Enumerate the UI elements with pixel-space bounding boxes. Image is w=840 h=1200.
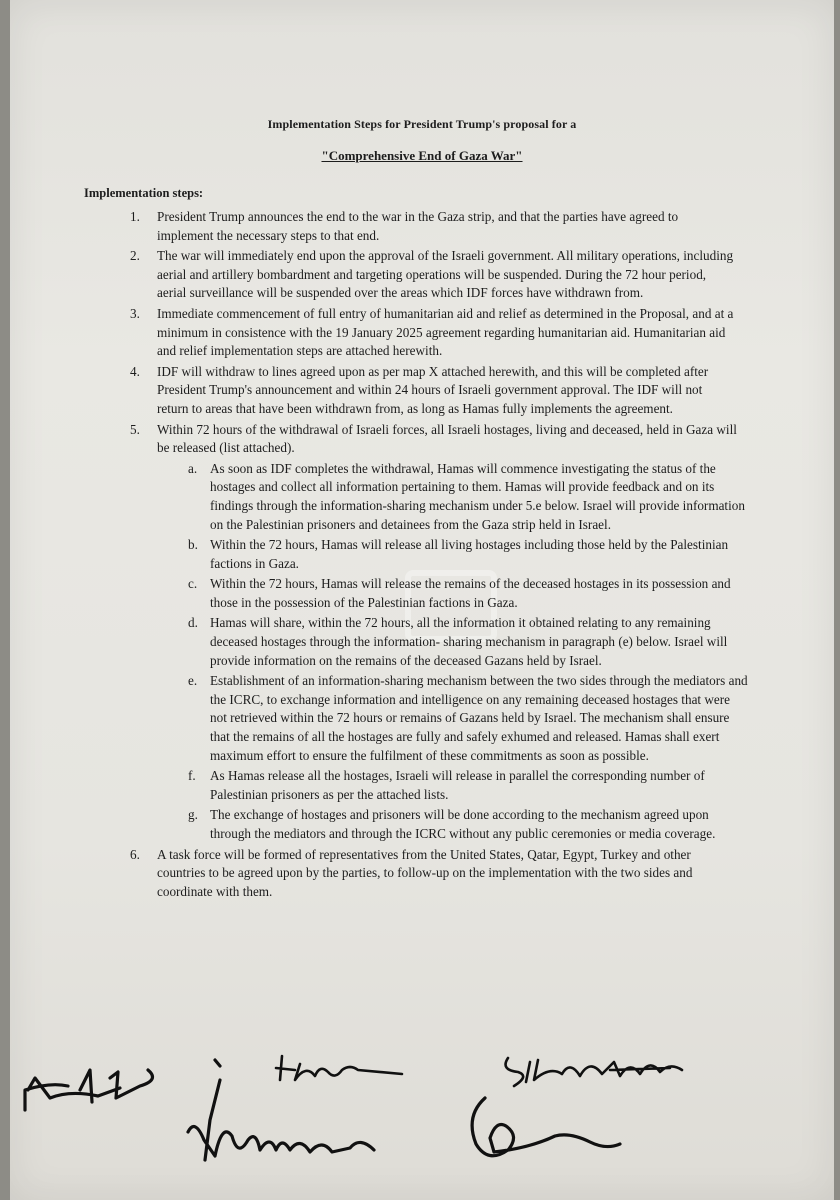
- step-text: A task force will be formed of representatives from the United States, Qatar, Egypt, Turkey and other countries to be agreed upon by the parties, to follow-up on the implementation with the two sides and coordinate with them.: [157, 846, 693, 899]
- section-heading: Implementation steps:: [84, 186, 204, 200]
- substep-letter: a.: [188, 460, 198, 476]
- substep-d: [10, 614, 750, 670]
- step-number: 3.: [130, 305, 140, 321]
- signature-1: [25, 1070, 153, 1110]
- substep-b: [10, 536, 750, 573]
- substep-text: Hamas will share, within the 72 hours, all the information it obtained relating to any remaining deceased hostages through the information- sharing mechanism in paragraph (e) below. Israel will provide information on the remains of the deceased Gazans held by Israel.: [210, 615, 728, 668]
- signature-4: [506, 1058, 682, 1086]
- substep-letter: e.: [188, 673, 198, 689]
- step-4: [10, 363, 737, 419]
- substep-letter: c.: [188, 576, 198, 592]
- substep-text: As Hamas release all the hostages, Israeli will release in parallel the corresponding number of Palestinian prisoners as per the attached lists.: [210, 768, 705, 802]
- substep-text: Establishment of an information-sharing mechanism between the two sides through the mediators and the ICRC, to exchange information and intelligence on any remaining deceased hostages that were not retrieved within the 72 hours or remains of Gazans held by Israel. The mechanism shall ensure that the remains of all the hostages are fully and safely exhumed and released. Hamas shall exert maximum effort to ensure the fulfilment of these commitments as soon as possible.: [210, 673, 748, 763]
- step-number: 5.: [130, 421, 140, 437]
- step-text: Immediate commencement of full entry of humanitarian aid and relief as determined in the Proposal, and at a minimum in consistence with the 19 January 2025 agreement regarding humanitarian aid. Humanitarian aid and relief implementation steps are attached herewith.: [157, 305, 734, 359]
- step-2: [10, 247, 737, 303]
- signature-5: [472, 1098, 620, 1156]
- steps-list: [10, 208, 834, 903]
- step-3: [10, 305, 737, 361]
- substep-g: [10, 806, 750, 843]
- step-6: [10, 846, 737, 902]
- step-number: 1.: [130, 209, 140, 224]
- step-text: IDF will withdraw to lines agreed upon as per map X attached herewith, and this will be completed after President Trump's announcement and within 24 hours of Israeli government approval. The IDF will not return to areas that have been withdrawn from, as long as Hamas fully implements the agreement.: [157, 363, 709, 416]
- step-5: [10, 421, 737, 458]
- signature-3: [276, 1056, 402, 1080]
- step-text: Within 72 hours of the withdrawal of Israeli forces, all Israeli hostages, living and deceased, held in Gaza will be released (list attached).: [157, 421, 737, 456]
- substep-e: [10, 672, 750, 765]
- substep-text: Within the 72 hours, Hamas will release the remains of the deceased hostages in its possession and those in the possession of the Palestinian factions in Gaza.: [210, 576, 731, 610]
- substep-letter: f.: [188, 768, 196, 784]
- step-text: President Trump announces the end to the war in the Gaza strip, and that the parties have agreed to implement the necessary steps to that end.: [157, 209, 679, 243]
- step-number: 4.: [130, 363, 140, 379]
- document-title: Implementation Steps for President Trump's proposal for a: [267, 117, 577, 131]
- step-number: 2.: [130, 248, 140, 264]
- step-text: The war will immediately end upon the approval of the Israeli government. All military operations, including aerial and artillery bombardment and targeting operations will be suspended. During the 72 hour period, aerial surveillance will be suspended over the areas which IDF forces have withdrawn from.: [157, 248, 734, 301]
- document-subtitle: "Comprehensive End of Gaza War": [321, 148, 523, 163]
- substep-c: [10, 575, 750, 612]
- substep-text: As soon as IDF completes the withdrawal, Hamas will commence investigating the status of the hostages and collect all information pertaining to them. Hamas will provide feedback and on its findings through the information-sharing mechanism under 5.e below. Israel will provide information on the Palestinian prisoners and detainees from the Gaza strip held in Israel.: [210, 460, 745, 532]
- substep-text: Within the 72 hours, Hamas will release all living hostages including those held by the Palestinian factions in Gaza.: [210, 537, 729, 571]
- substep-a: [10, 460, 750, 534]
- signatures-area: [10, 1040, 834, 1200]
- substep-letter: g.: [188, 807, 198, 823]
- document-page: [10, 0, 834, 1200]
- substep-letter: d.: [188, 615, 198, 631]
- substep-letter: b.: [188, 537, 198, 553]
- step-number: 6.: [130, 846, 140, 862]
- substep-text: The exchange of hostages and prisoners will be done according to the mechanism agreed upon through the mediators and through the ICRC without any public ceremonies or media coverage.: [210, 807, 716, 841]
- step-1: [10, 208, 737, 245]
- substep-f: [10, 767, 750, 804]
